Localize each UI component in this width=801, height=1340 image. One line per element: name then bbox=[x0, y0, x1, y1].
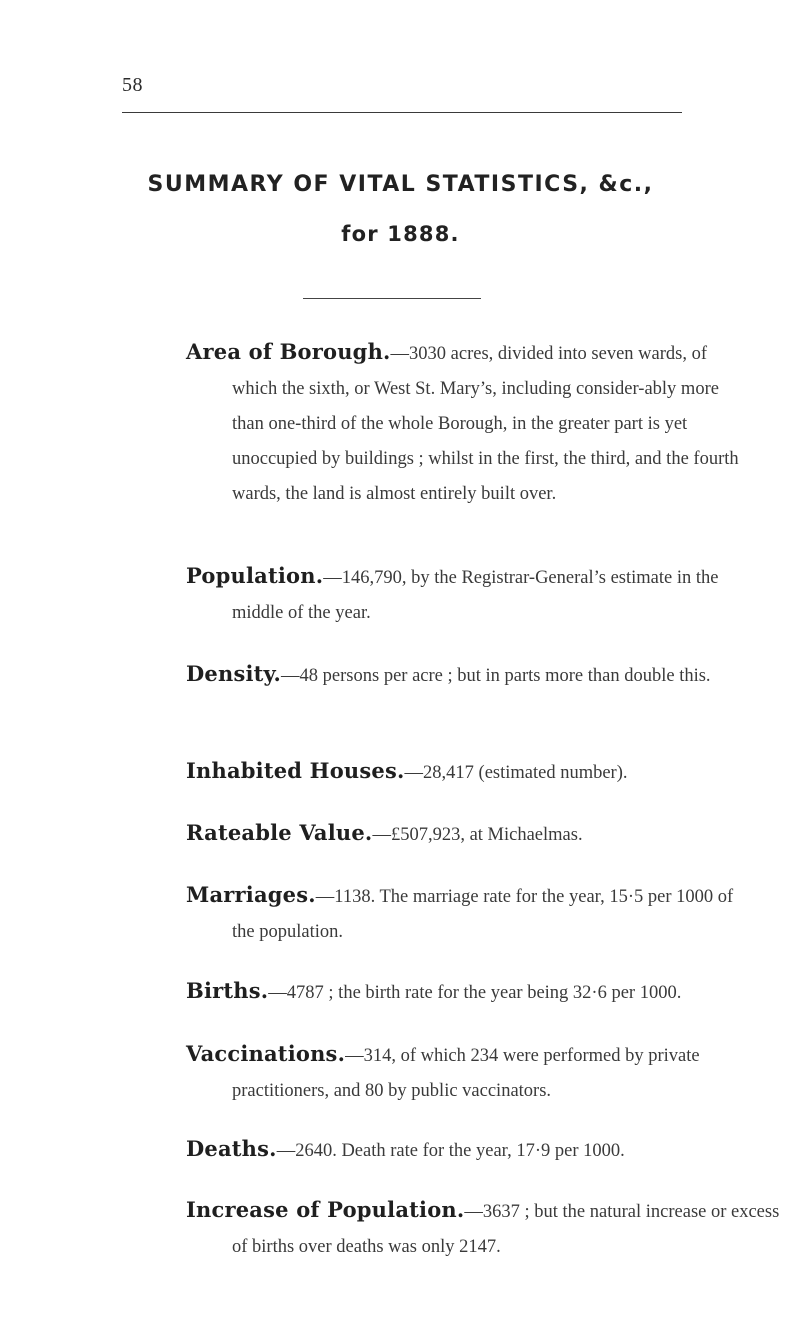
entry-text: —2640. Death rate for the year, 17·9 per 1000. bbox=[276, 1141, 625, 1161]
entry-population bbox=[186, 558, 746, 631]
header-rule bbox=[122, 112, 682, 113]
entry-text: —3030 acres, divided into seven wards, of which the sixth, or West St. Mary’s, including consider-ably more than one-third of the whole Borough, in the greater part is yet unoccupied by buildings ; whilst in the first, the third, and the fourth wards, the land is almost entirely built over. bbox=[232, 344, 739, 504]
page-subtitle: for 1888. bbox=[341, 222, 460, 246]
entry-text: —4787 ; the birth rate for the year being 32·6 per 1000. bbox=[268, 983, 682, 1003]
entry-heading: Inhabited Houses. bbox=[186, 758, 405, 783]
entry-area-of-borough bbox=[186, 334, 746, 512]
title-divider bbox=[303, 298, 481, 299]
entry-heading: Rateable Value. bbox=[186, 820, 373, 845]
entry-deaths bbox=[186, 1131, 786, 1169]
entry-marriages bbox=[186, 877, 746, 950]
entry-vaccinations bbox=[186, 1036, 786, 1109]
entry-heading: Population. bbox=[186, 563, 324, 588]
entry-text: —1138. The marriage rate for the year, 15·5 per 1000 of the population. bbox=[232, 887, 734, 942]
entry-inhabited-houses bbox=[186, 753, 746, 791]
entry-heading: Marriages. bbox=[186, 882, 316, 907]
entry-text: —28,417 (estimated number). bbox=[404, 763, 628, 783]
page-number: 58 bbox=[122, 74, 143, 96]
entry-heading: Increase of Population. bbox=[186, 1197, 465, 1222]
entry-text: —48 persons per acre ; but in parts more than double this. bbox=[281, 666, 711, 686]
entry-rateable-value bbox=[186, 815, 746, 853]
entry-text: —3637 ; but the natural increase or excess of births over deaths was only 2147. bbox=[232, 1202, 780, 1257]
entry-increase-of-population bbox=[186, 1192, 786, 1265]
entry-heading: Density. bbox=[186, 661, 282, 686]
entry-text: —146,790, by the Registrar-General’s estimate in the middle of the year. bbox=[232, 568, 719, 623]
entry-text: —£507,923, at Michaelmas. bbox=[372, 825, 583, 845]
entry-heading: Vaccinations. bbox=[186, 1041, 346, 1066]
entry-heading: Deaths. bbox=[186, 1136, 277, 1161]
entry-text: —314, of which 234 were performed by private practitioners, and 80 by public vaccinators. bbox=[232, 1046, 700, 1101]
entry-density bbox=[186, 656, 746, 694]
page-title: SUMMARY OF VITAL STATISTICS, &c., bbox=[147, 172, 654, 197]
entry-heading: Area of Borough. bbox=[186, 339, 391, 364]
entry-births bbox=[186, 973, 786, 1011]
entry-heading: Births. bbox=[186, 978, 269, 1003]
